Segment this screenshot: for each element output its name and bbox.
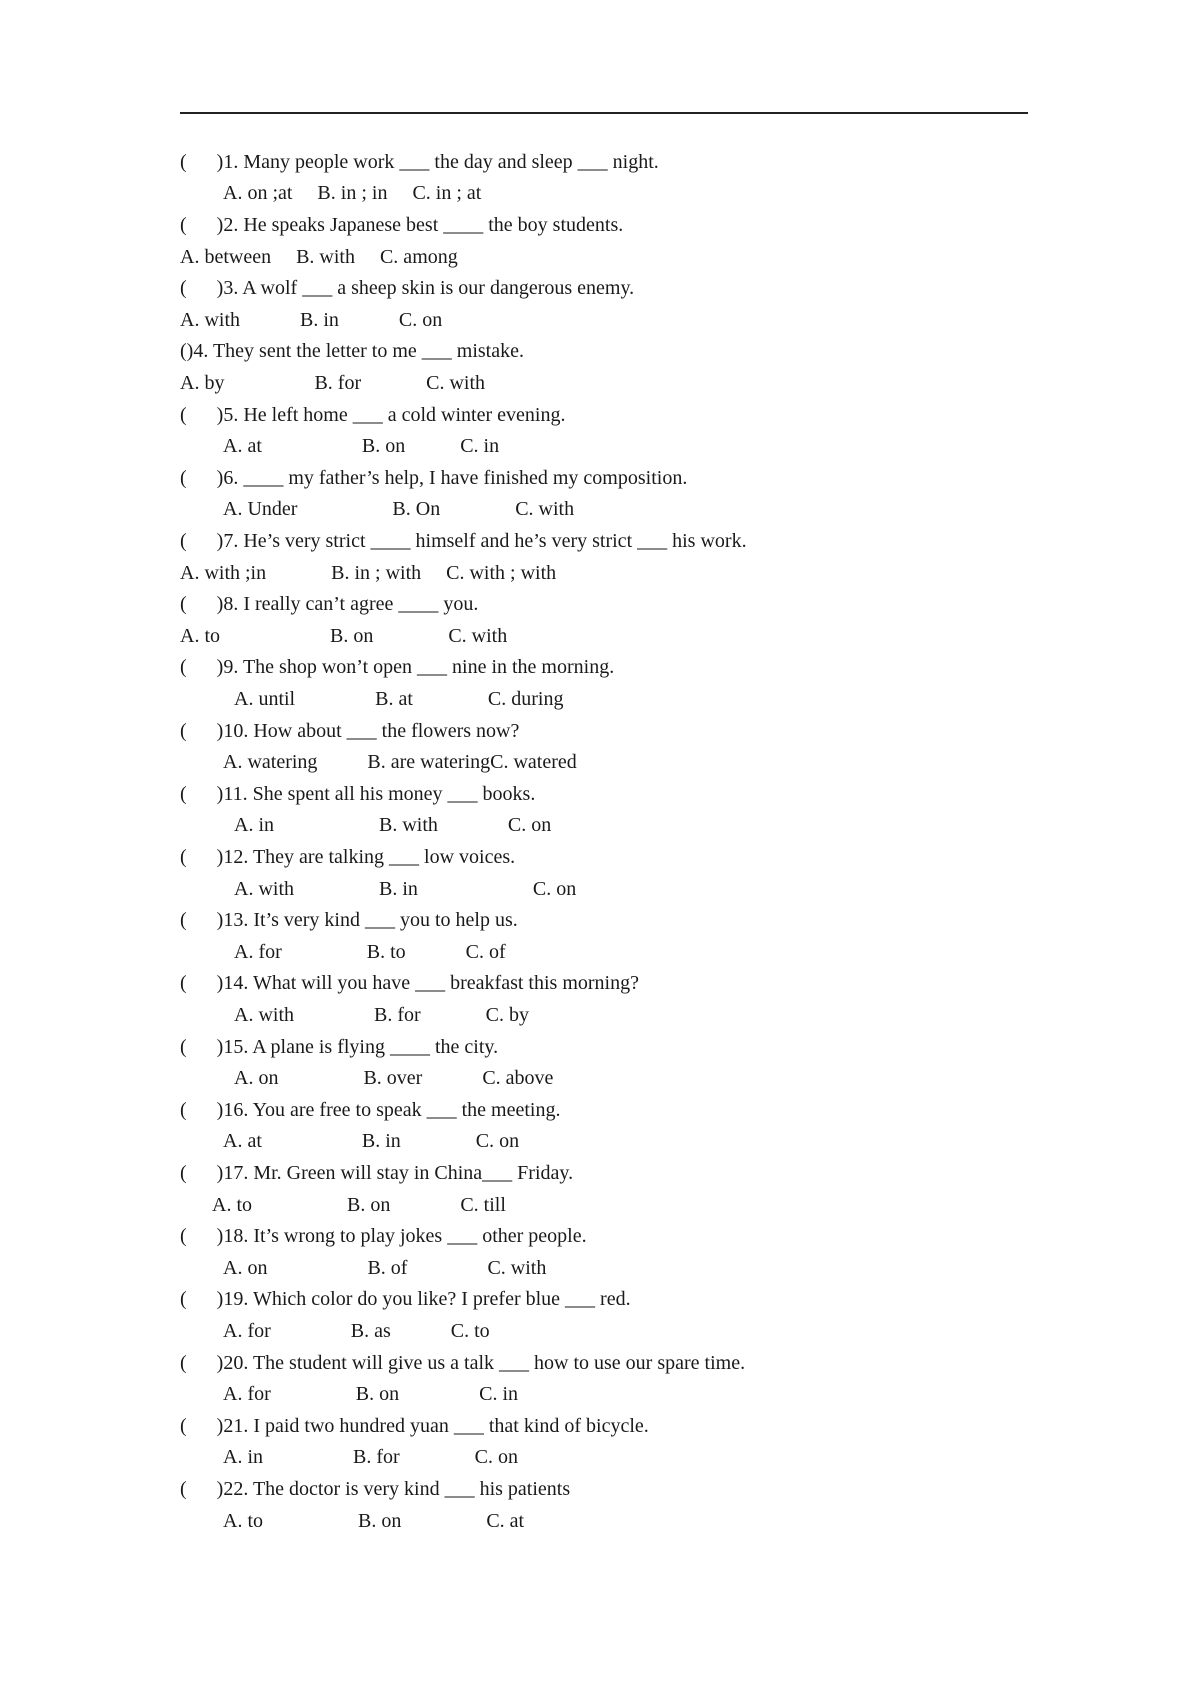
header-rule [180, 112, 1028, 114]
options-20: A. for B. on C. in [223, 1383, 518, 1405]
question-2: ( )2. He speaks Japanese best ____ the boy students. [180, 214, 624, 236]
options-12: A. with B. in C. on [234, 878, 577, 900]
options-8: A. to B. on C. with [180, 625, 508, 647]
options-13: A. for B. to C. of [234, 941, 506, 963]
options-15: A. on B. over C. above [234, 1067, 554, 1089]
question-5: ( )5. He left home ___ a cold winter evening. [180, 404, 566, 426]
options-21: A. in B. for C. on [223, 1446, 518, 1468]
question-20: ( )20. The student will give us a talk ___ how to use our spare time. [180, 1352, 746, 1374]
options-14: A. with B. for C. by [234, 1004, 529, 1026]
options-17: A. to B. on C. till [212, 1194, 506, 1216]
options-7: A. with ;in B. in ; with C. with ; with [180, 562, 557, 584]
question-11: ( )11. She spent all his money ___ books. [180, 783, 536, 805]
options-18: A. on B. of C. with [223, 1257, 547, 1279]
options-2: A. between B. with C. among [180, 246, 458, 268]
options-10: A. watering B. are wateringC. watered [223, 751, 577, 773]
question-13: ( )13. It’s very kind ___ you to help us. [180, 909, 518, 931]
question-15: ( )15. A plane is flying ____ the city. [180, 1036, 499, 1058]
question-1: ( )1. Many people work ___ the day and sleep ___ night. [180, 151, 659, 173]
question-10: ( )10. How about ___ the flowers now? [180, 720, 520, 742]
options-22: A. to B. on C. at [223, 1510, 525, 1532]
question-17: ( )17. Mr. Green will stay in China___ Friday. [180, 1162, 574, 1184]
question-14: ( )14. What will you have ___ breakfast this morning? [180, 972, 639, 994]
question-12: ( )12. They are talking ___ low voices. [180, 846, 516, 868]
question-18: ( )18. It’s wrong to play jokes ___ other people. [180, 1225, 587, 1247]
question-6: ( )6. ____ my father’s help, I have finished my composition. [180, 467, 688, 489]
question-4: ()4. They sent the letter to me ___ mistake. [180, 340, 524, 362]
options-9: A. until B. at C. during [234, 688, 564, 710]
question-16: ( )16. You are free to speak ___ the meeting. [180, 1099, 561, 1121]
question-19: ( )19. Which color do you like? I prefer blue ___ red. [180, 1288, 631, 1310]
question-22: ( )22. The doctor is very kind ___ his patients [180, 1478, 571, 1500]
options-1: A. on ;at B. in ; in C. in ; at [223, 182, 482, 204]
question-21: ( )21. I paid two hundred yuan ___ that kind of bicycle. [180, 1415, 649, 1437]
options-4: A. by B. for C. with [180, 372, 485, 394]
question-7: ( )7. He’s very strict ____ himself and he’s very strict ___ his work. [180, 530, 747, 552]
options-11: A. in B. with C. on [234, 814, 552, 836]
options-19: A. for B. as C. to [223, 1320, 490, 1342]
options-3: A. with B. in C. on [180, 309, 443, 331]
options-5: A. at B. on C. in [223, 435, 500, 457]
question-8: ( )8. I really can’t agree ____ you. [180, 593, 479, 615]
options-6: A. Under B. On C. with [223, 498, 575, 520]
question-3: ( )3. A wolf ___ a sheep skin is our dangerous enemy. [180, 277, 635, 299]
options-16: A. at B. in C. on [223, 1130, 520, 1152]
question-9: ( )9. The shop won’t open ___ nine in the morning. [180, 656, 615, 678]
